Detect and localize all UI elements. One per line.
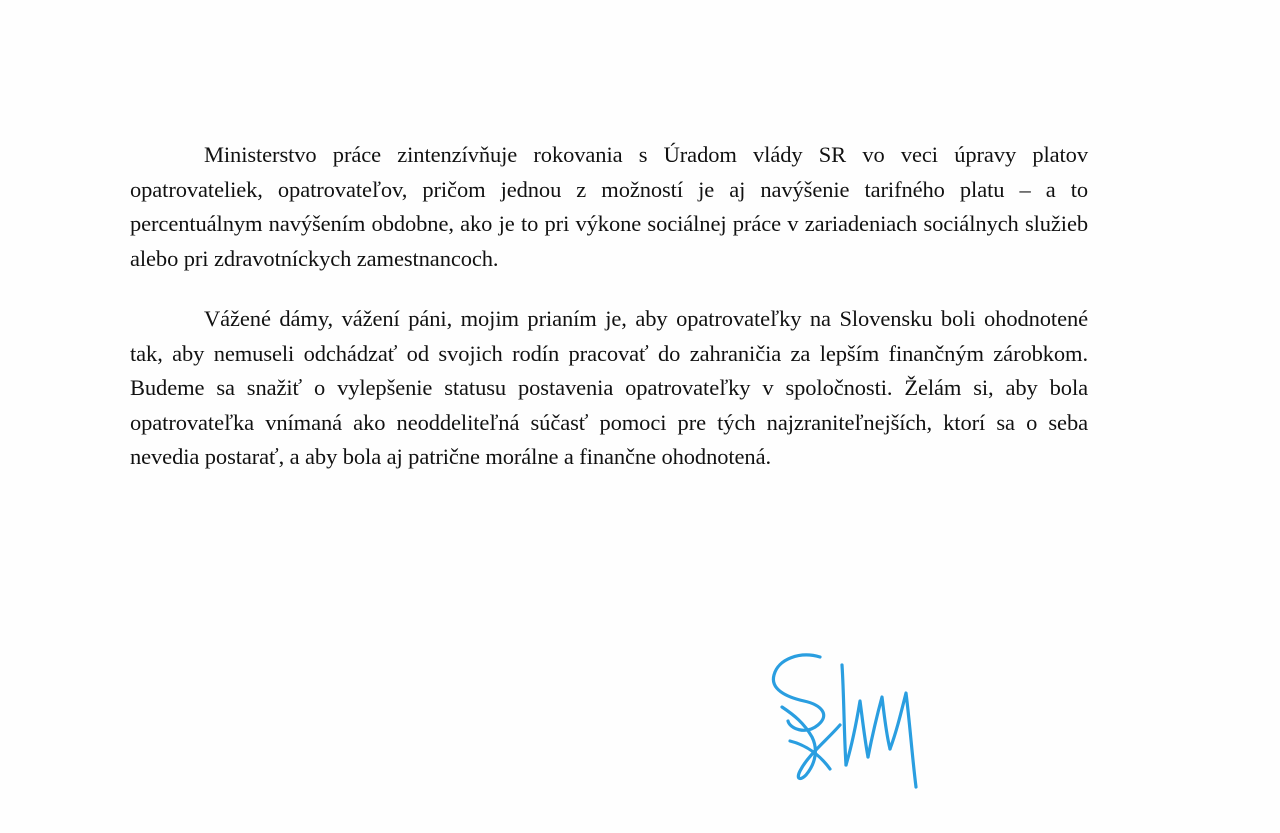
paragraph-1: Ministerstvo práce zintenzívňuje rokovania s Úradom vlády SR vo veci úpravy platov opatrovateliek, opatrovateľov, pričom jednou z možností je aj navýšenie tarifného platu – a to percentuálnym navýšením obdobne, ako je to pri výkone sociálnej práce v zariadeniach sociálnych služieb alebo pri zdravotníckych zamestnancoch. bbox=[130, 142, 1088, 271]
paragraph-2: Vážené dámy, vážení páni, mojim prianím je, aby opatrovateľky na Slovensku boli ohodnotené tak, aby nemuseli odchádzať od svojich rodín pracovať do zahraničia za lepším finančným zárobkom. Budeme sa snažiť o vylepšenie statusu postavenia opatrovateľky v spoločnosti. Želám si, aby bola opatrovateľka vnímaná ako neoddeliteľná súčasť pomoci pre tých najzraniteľnejších, ktorí sa o seba nevedia postarať, a aby bola aj patrične morálne a finančne ohodnotená. bbox=[130, 306, 1088, 469]
handwritten-signature bbox=[760, 645, 930, 795]
